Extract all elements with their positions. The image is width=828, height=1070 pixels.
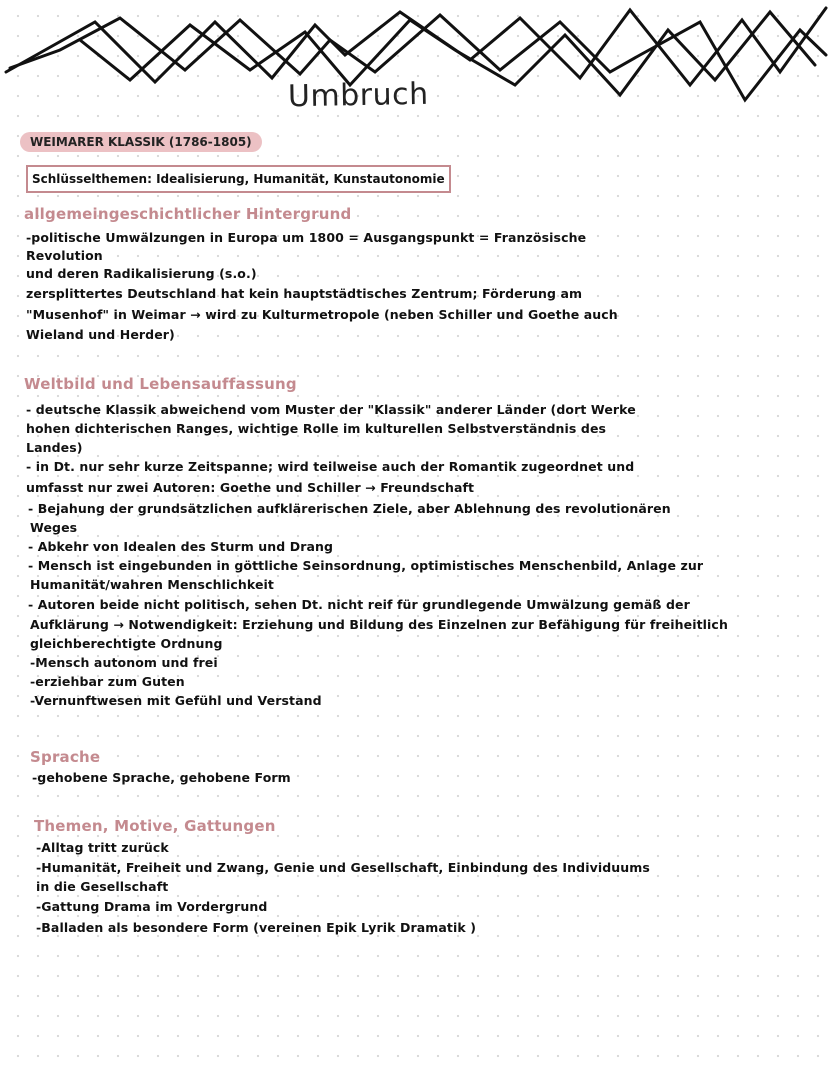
history-heading: allgemeingeschichtlicher Hintergrund	[24, 205, 352, 223]
worldview-line: - Mensch ist eingebunden in göttliche Seinsordnung, optimistisches Menschenbild, Anlage zur	[28, 558, 704, 573]
key-themes-box: Schlüsselthemen: Idealisierung, Humanität, Kunstautonomie	[26, 165, 451, 193]
history-line: Wieland und Herder)	[26, 327, 175, 342]
worldview-line: - in Dt. nur sehr kurze Zeitspanne; wird teilweise auch der Romantik zugeordnet und	[26, 459, 635, 474]
worldview-line: - Bejahung der grundsätzlichen aufklärerischen Ziele, aber Ablehnung des revolutionären	[28, 501, 671, 516]
worldview-line: umfasst nur zwei Autoren: Goethe und Schiller → Freundschaft	[26, 480, 475, 495]
themes-line: in die Gesellschaft	[36, 879, 169, 894]
zigzag-line-1	[6, 8, 826, 85]
themes-line: -Balladen als besondere Form (vereinen Epik Lyrik Dramatik )	[36, 920, 477, 935]
page-title: Umbruch	[287, 76, 429, 115]
history-line: zersplittertes Deutschland hat kein hauptstädtisches Zentrum; Förderung am	[26, 286, 583, 301]
history-line: "Musenhof" in Weimar → wird zu Kulturmetropole (neben Schiller und Goethe auch	[26, 307, 618, 322]
worldview-line: -Vernunftwesen mit Gefühl und Verstand	[30, 693, 322, 708]
worldview-line: Humanität/wahren Menschlichkeit	[30, 577, 274, 592]
worldview-line: - Abkehr von Idealen des Sturm und Drang	[28, 539, 334, 554]
themes-line: -Gattung Drama im Vordergrund	[36, 899, 268, 914]
history-line: -politische Umwälzungen in Europa um 1800 = Ausgangspunkt = Französische	[26, 230, 587, 245]
worldview-line: Weges	[30, 520, 78, 535]
worldview-line: gleichberechtigte Ordnung	[30, 636, 223, 651]
worldview-line: -erziehbar zum Guten	[30, 674, 185, 689]
history-line: Revolution	[26, 248, 103, 263]
worldview-line: Aufklärung → Notwendigkeit: Erziehung und Bildung des Einzelnen zur Befähigung für freiheitlich	[30, 617, 728, 632]
themes-heading: Themen, Motive, Gattungen	[34, 817, 276, 835]
worldview-line: -Mensch autonom und frei	[30, 655, 218, 670]
worldview-heading: Weltbild und Lebensauffassung	[24, 375, 297, 393]
themes-line: -Humanität, Freiheit und Zwang, Genie und Gesellschaft, Einbindung des Individuums	[36, 860, 650, 875]
zigzag-line-3	[80, 12, 815, 95]
worldview-line: - deutsche Klassik abweichend vom Muster der "Klassik" anderer Länder (dort Werke	[26, 402, 636, 417]
era-label: WEIMARER KLASSIK (1786-1805)	[20, 132, 262, 152]
themes-line: -Alltag tritt zurück	[36, 840, 169, 855]
worldview-line: Landes)	[26, 440, 83, 455]
history-line: und deren Radikalisierung (s.o.)	[26, 266, 257, 281]
worldview-line: hohen dichterischen Ranges, wichtige Rolle im kulturellen Selbstverständnis des	[26, 421, 607, 436]
language-line: -gehobene Sprache, gehobene Form	[32, 770, 291, 785]
worldview-line: - Autoren beide nicht politisch, sehen Dt. nicht reif für grundlegende Umwälzung gemäß der	[28, 597, 690, 612]
language-heading: Sprache	[30, 748, 101, 766]
